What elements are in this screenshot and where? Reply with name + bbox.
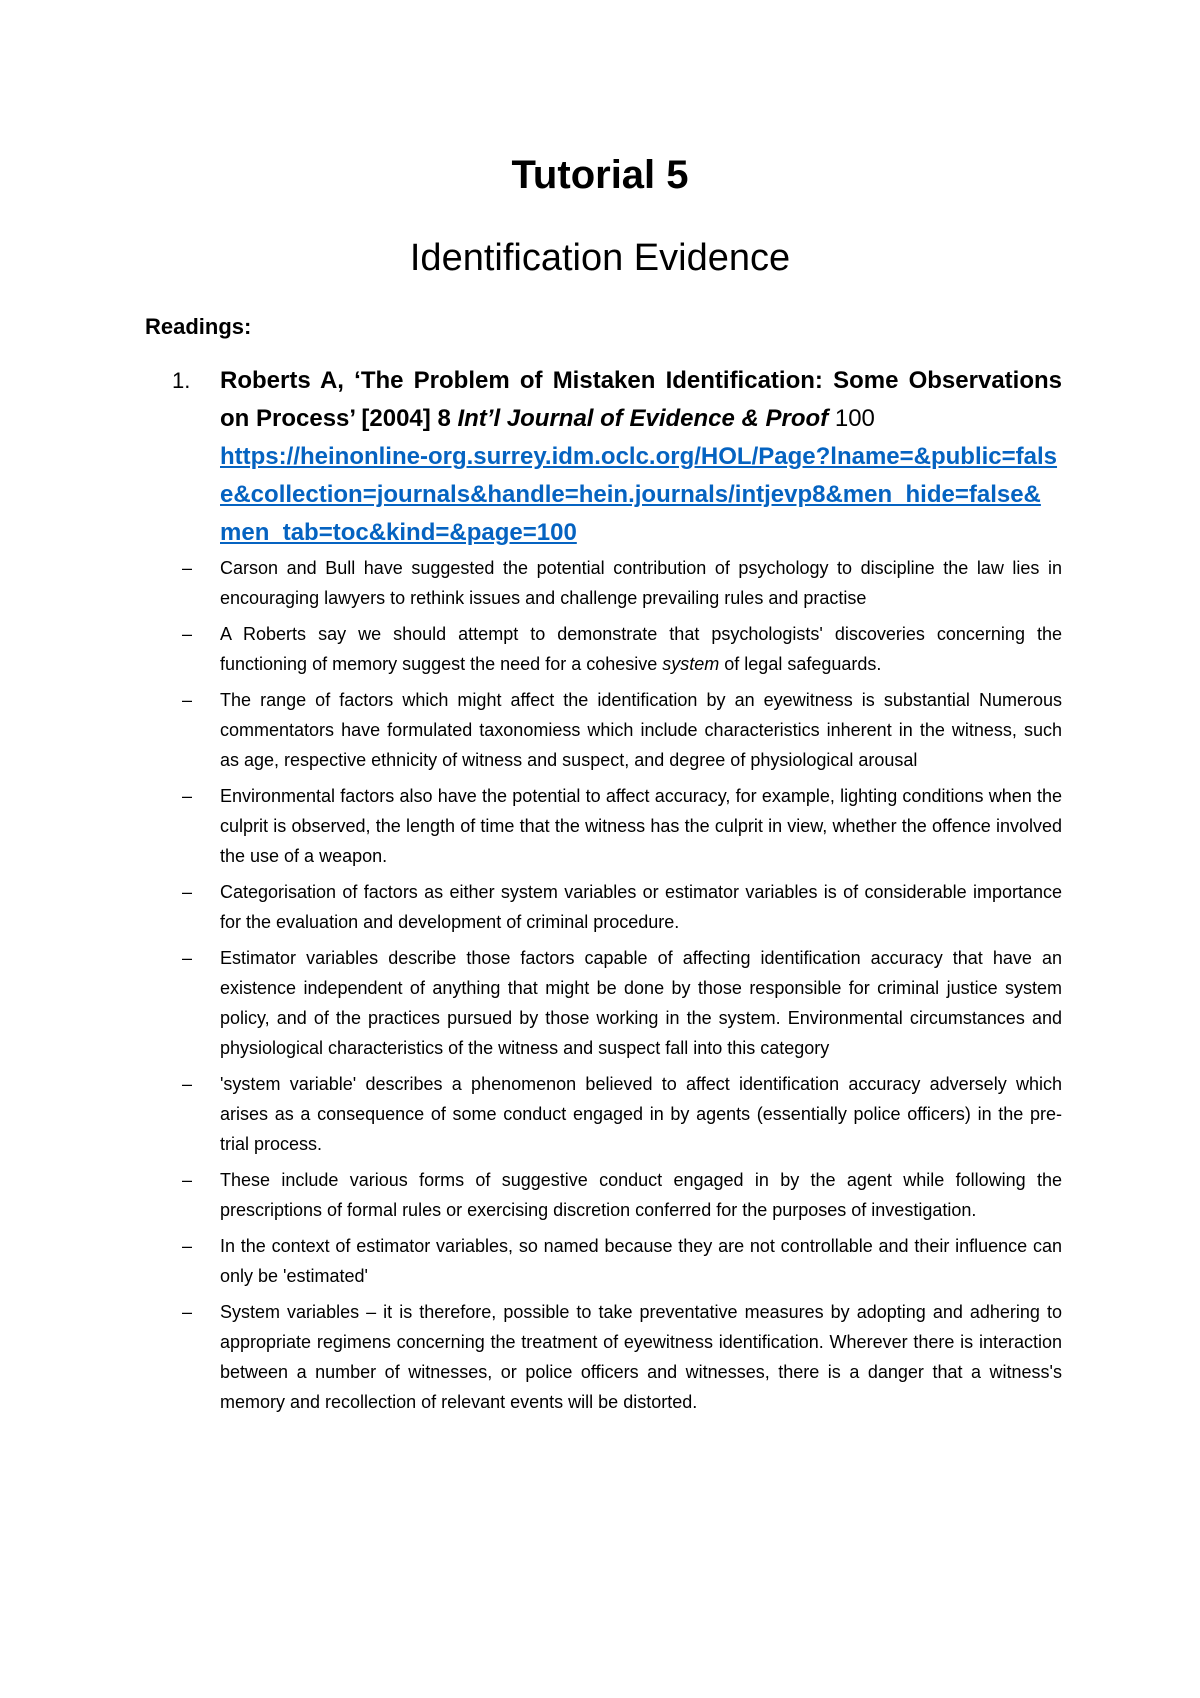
list-item-text: A Roberts say we should attempt to demonstrate that psychologists' discoveries concerning the functioning of memory suggest the need for a cohesive [220, 624, 1062, 674]
reference-link[interactable]: https://heinonline-org.surrey.idm.oclc.org/HOL/Page?lname=&public=false&collection=journals&handle=hein.journals/intjevp8&men_hide=false&men_tab=toc&kind=&page=100 [220, 443, 1058, 546]
list-item-text: Carson and Bull have suggested the potential contribution of psychology to discipline the law lies in encouraging lawyers to rethink issues and challenge prevailing rules and practise [220, 558, 1062, 608]
dash-bullet: – [182, 948, 193, 968]
reference-title: Roberts A, ‘The Problem of Mistaken Identification: Some Observations on Process’ [2004] 8 [220, 367, 1062, 432]
list-item-text: In the context of estimator variables, so named because they are not controllable and their influence can only be 'estimated' [220, 1236, 1062, 1286]
dash-bullet: – [182, 690, 193, 710]
page-subtitle: Identification Evidence [409, 237, 791, 279]
dash-bullet: – [182, 624, 193, 644]
list-item-text: 'system variable' describes a phenomenon believed to affect identification accuracy adversely which arises as a consequence of some conduct engaged in by agents (essentially police officers) in the pre-trial process. [220, 1074, 1062, 1154]
readings-heading: Readings: [145, 314, 252, 339]
dash-bullet: – [182, 558, 193, 578]
reference-journal: Int’l Journal of Evidence & Proof [457, 405, 829, 432]
list-item [182, 1297, 1062, 1417]
list-item-text: These include various forms of suggestive conduct engaged in by the agent while following the prescriptions of formal rules or exercising discretion conferred for the purposes of investigation. [220, 1170, 1062, 1220]
reading-reference [172, 362, 1062, 552]
list-item-text: System variables – it is therefore, possible to take preventative measures by adopting and adhering to appropriate regimens concerning the treatment of eyewitness identification. Wherever there is interaction between a number of witnesses, or police officers and witnesses, there is a danger that a witness's memory and recollection of relevant events will be distorted. [220, 1302, 1062, 1412]
dash-bullet: – [182, 1170, 193, 1190]
reference-number: 1. [172, 368, 191, 393]
emphasis-text: system [662, 654, 720, 674]
list-item-text: Categorisation of factors as either system variables or estimator variables is of considerable importance for the evaluation and development of criminal procedure. [220, 882, 1062, 932]
list-item-text-end: of legal safeguards. [719, 654, 882, 674]
notes-list [182, 553, 1062, 1423]
dash-bullet: – [182, 1074, 193, 1094]
list-item [182, 943, 1062, 1063]
reference-page: 100 [834, 405, 875, 432]
dash-bullet: – [182, 1236, 193, 1256]
list-item [182, 1165, 1062, 1225]
dash-bullet: – [182, 786, 193, 806]
list-item [182, 1231, 1062, 1291]
reference-body [220, 362, 1062, 552]
list-item-text: Environmental factors also have the potential to affect accuracy, for example, lighting conditions when the culprit is observed, the length of time that the witness has the culprit in view, whether the offence involved the use of a weapon. [220, 786, 1062, 866]
list-item [182, 1069, 1062, 1159]
dash-bullet: – [182, 1302, 193, 1322]
list-item [182, 553, 1062, 613]
list-item-text: The range of factors which might affect the identification by an eyewitness is substantial Numerous commentators have formulated taxonomiess which include characteristics inherent in the witness, such as age, respective ethnicity of witness and suspect, and degree of physiological arousal [220, 690, 1062, 770]
dash-bullet: – [182, 882, 193, 902]
list-item-text: Estimator variables describe those factors capable of affecting identification accuracy that have an existence independent of anything that might be done by those responsible for criminal justice system policy, and of the practices pursued by those working in the system. Environmental circumstances and physiological characteristics of the witness and suspect fall into this category [220, 948, 1062, 1058]
list-item [182, 685, 1062, 775]
list-item [182, 781, 1062, 871]
list-item [182, 619, 1062, 679]
list-item [182, 877, 1062, 937]
page-title: Tutorial 5 [511, 153, 689, 197]
